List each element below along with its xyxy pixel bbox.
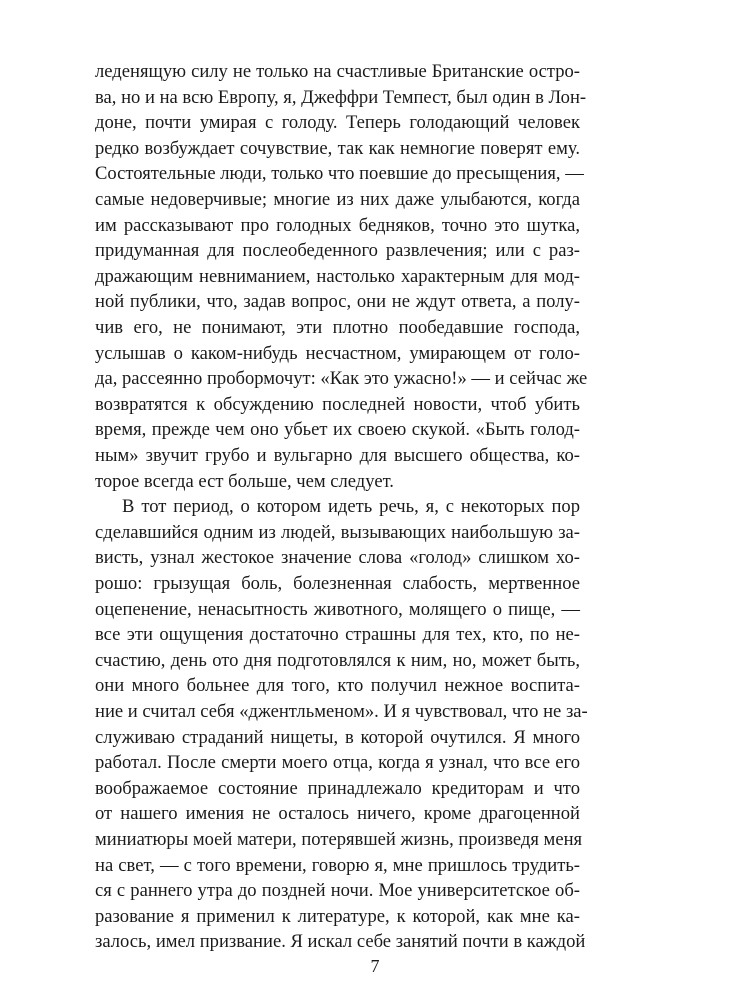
text-line: ние и считал себя «джентльменом». И я чувствовал, что не за- [95, 701, 588, 722]
text-line: залось, имел призвание. Я искал себе занятий почти в каждой [95, 931, 586, 953]
text-line: на свет, — с того времени, говорю я, мне пришлось трудить- [95, 854, 580, 876]
text-line: сделавшийся одним из людей, вызывающих наибольшую за- [95, 521, 580, 543]
text-line: ся с раннего утра до поздней ночи. Мое университетское об- [95, 880, 580, 902]
text-line: время, прежде чем оно убьет их своею скукой. «Быть голод- [95, 419, 580, 441]
text-line: ной публики, что, задав вопрос, они не ждут ответа, а полу- [95, 291, 580, 313]
text-line: самые недоверчивые; многие из них даже улыбаются, когда [95, 189, 580, 210]
text-line: возвратятся к обсуждению последней новости, чтоб убить [95, 393, 580, 415]
text-line: им рассказывают про голодных бедняков, точно это шутка, [95, 214, 580, 236]
text-line: доне, почти умирая с голоду. Теперь голодающий человек [95, 112, 580, 134]
text-line: да, рассеянно пробормочут: «Как это ужасно!» — и сейчас же [95, 368, 588, 390]
text-line: служиваю страданий нищеты, в которой очутился. Я много [95, 726, 580, 748]
text-line: все эти ощущения достаточно страшны для тех, кто, по не- [95, 624, 580, 646]
text-line: Состоятельные люди, только что поевшие до пресыщения, — [95, 163, 584, 185]
text-line: разование я применил к литературе, к которой, как мне ка- [95, 905, 580, 927]
text-line: рошо: грызущая боль, болезненная слабость, мертвенное [95, 573, 580, 594]
text-line: висть, узнал жестокое значение слова «голод» слишком хо- [95, 547, 580, 569]
text-line: они много больнее для того, кто получил нежное воспита- [95, 675, 580, 697]
text-line: счастию, день ото дня подготовлялся к ним, но, может быть, [95, 649, 580, 671]
text-line: работал. После смерти моего отца, когда я узнал, что все его [95, 752, 580, 774]
text-line: торое всегда ест больше, чем следует. [95, 470, 394, 492]
page-number: 7 [370, 956, 380, 976]
text-line: от нашего имения не осталось ничего, кроме драгоценной [95, 803, 580, 825]
text-line: В тот период, о котором идеть речь, я, с некоторых пор [122, 496, 580, 518]
text-line: миниатюры моей матери, потерявшей жизнь, произведя меня [95, 829, 583, 850]
text-line: леденящую силу не только на счастливые Британские остро- [95, 61, 580, 82]
text-line: придуманная для послеобеденного развлечения; или с раз- [95, 240, 580, 262]
text-line: ва, но и на всю Европу, я, Джеффри Темпест, был один в Лон- [95, 86, 587, 108]
text-line: дражающим невниманием, настолько характерным для мод- [95, 265, 580, 287]
text-line: редко возбуждает сочувствие, так как немногие поверят ему. [95, 137, 580, 159]
text-line: оцепенение, ненасытность животного, молящего о пище, — [95, 598, 580, 620]
text-line: воображаемое состояние принадлежало кредиторам и что [95, 777, 580, 799]
text-line: услышав о каком-нибудь несчастном, умирающем от голо- [95, 342, 580, 364]
text-line: ным» звучит грубо и вульгарно для высшего общества, ко- [95, 445, 580, 466]
text-line: чив его, не понимают, эти плотно пообедавшие господа, [95, 317, 580, 338]
